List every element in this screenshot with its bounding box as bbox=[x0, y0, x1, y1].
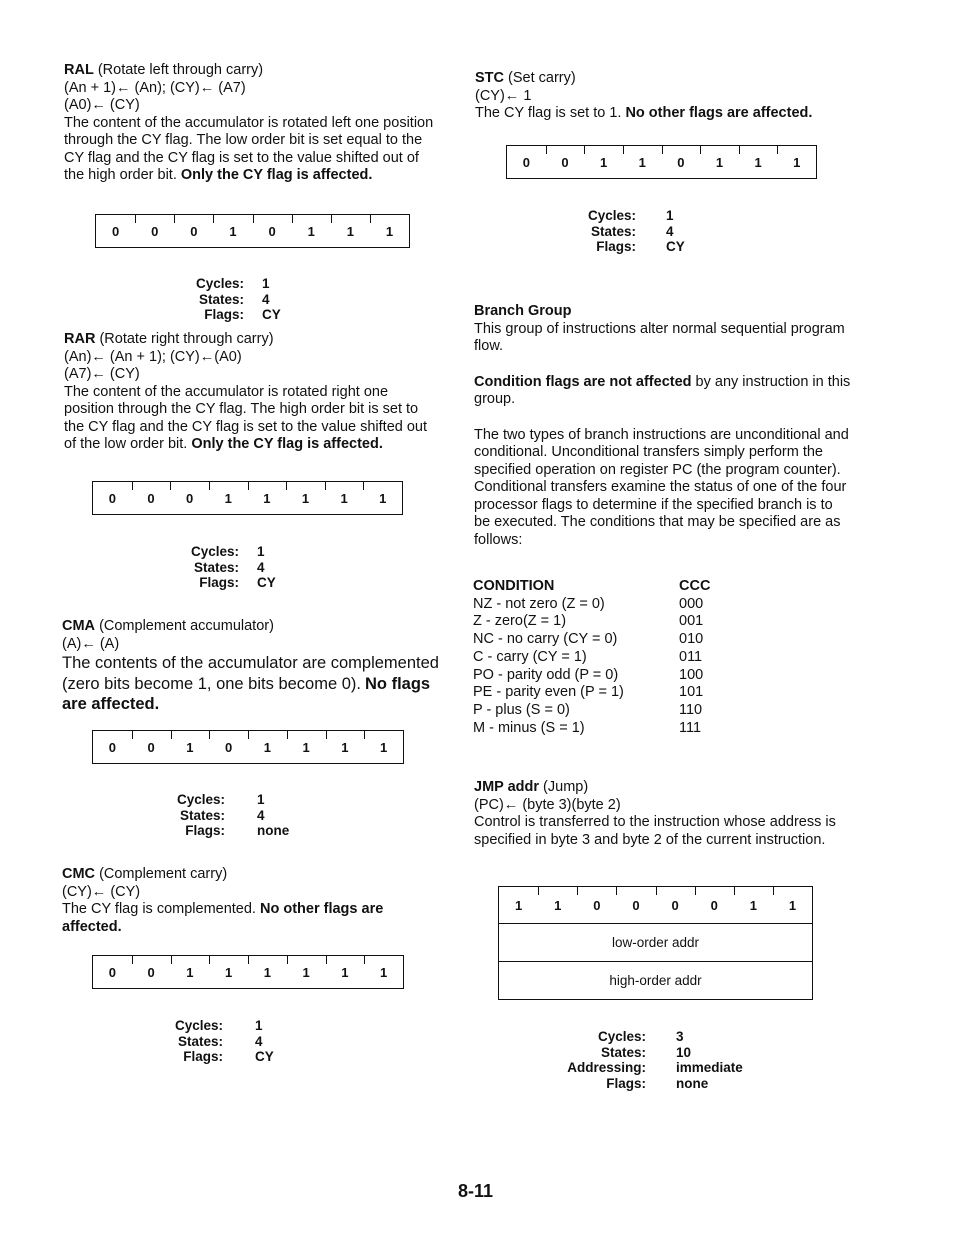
jmp-description: Control is transferred to the instruction whose address is specified in byte 3 and byte 2 of the current instruction. bbox=[474, 814, 836, 848]
bit: 1 bbox=[370, 215, 409, 247]
jmp-mnemonic: JMP addr bbox=[474, 779, 540, 795]
condition-table bbox=[473, 578, 853, 737]
jmp-stats: Cycles: 3 States: 10 Addressing: immediate Flags: none bbox=[567, 1029, 743, 1091]
bit: 0 bbox=[577, 887, 616, 923]
bit: 1 bbox=[326, 956, 365, 988]
rar-name: (Rotate right through carry) bbox=[99, 331, 274, 347]
bit: 0 bbox=[522, 154, 530, 170]
bit: 1 bbox=[209, 482, 248, 514]
bit: 1 bbox=[739, 146, 778, 178]
table-row: PE - parity even (P = 1) 101 bbox=[473, 684, 704, 701]
cma-flags-note: No flags are affected. bbox=[62, 674, 431, 713]
bit: 1 bbox=[248, 482, 287, 514]
branch-types-description: The two types of branch instructions are unconditional and conditional. Unconditional transfers simply perform the specified operation on register PC (the program counter). Conditional transfers examine the status of one of the four processor flags to determine if the specified branch is to be executed. The conditions that may be specified are as follows: bbox=[474, 426, 849, 548]
bit: 1 bbox=[209, 956, 248, 988]
bit: 1 bbox=[584, 146, 623, 178]
table-row: C - carry (CY = 1) 011 bbox=[473, 648, 703, 665]
bit: 1 bbox=[326, 731, 365, 763]
rar-section bbox=[64, 331, 440, 454]
page-number: 8-11 bbox=[458, 1181, 494, 1201]
bit: 0 bbox=[108, 964, 116, 980]
cmc-bit-pattern bbox=[92, 955, 404, 989]
jmp-low-order-addr: low-order addr bbox=[498, 924, 813, 962]
ral-description: The content of the accumulator is rotated left one position through the CY flag. The low order bit is set equal to the CY flag and the CY flag is set to the value shifted out of the high order bit. bbox=[64, 114, 434, 183]
cma-section bbox=[62, 618, 442, 715]
cmc-mnemonic: CMC bbox=[62, 866, 96, 882]
rar-mnemonic: RAR bbox=[64, 331, 96, 347]
ral-bit-pattern bbox=[95, 214, 410, 248]
rar-operation-1: (An)← (An + 1); (CY)←(A0) bbox=[64, 348, 242, 365]
bit: 1 bbox=[213, 215, 252, 247]
stc-stats: Cycles: 1 States: 4 Flags: CY bbox=[587, 208, 685, 254]
branch-condition-note: by any instruction in this group. bbox=[474, 373, 851, 407]
jmp-name: (Jump) bbox=[543, 779, 589, 795]
stc-name: (Set carry) bbox=[508, 70, 576, 86]
bit: 1 bbox=[287, 956, 326, 988]
bit: 1 bbox=[734, 887, 773, 923]
bit: 1 bbox=[171, 956, 210, 988]
bit: 1 bbox=[538, 887, 577, 923]
bit: 0 bbox=[656, 887, 695, 923]
cmc-name: (Complement carry) bbox=[99, 866, 228, 882]
bit: 1 bbox=[292, 215, 331, 247]
ral-operation-1: (An + 1)← (An); (CY)← (A7) bbox=[64, 79, 246, 96]
bit: 0 bbox=[135, 215, 174, 247]
stc-operation: (CY)← 1 bbox=[475, 87, 532, 104]
cma-bit-pattern bbox=[92, 730, 404, 764]
branch-group-section bbox=[474, 303, 852, 549]
stc-description: The CY flag is set to 1. bbox=[475, 105, 622, 121]
bit: 0 bbox=[111, 223, 120, 239]
condition-table-header: CONDITION CCC bbox=[473, 578, 711, 594]
bit: 1 bbox=[325, 482, 364, 514]
bit: 0 bbox=[209, 731, 248, 763]
cmc-operation: (CY)← (CY) bbox=[62, 883, 141, 900]
cma-name: (Complement accumulator) bbox=[99, 618, 274, 634]
branch-condition-note-bold: Condition flags are not affected bbox=[474, 373, 692, 390]
bit: 0 bbox=[616, 887, 655, 923]
bit: 1 bbox=[623, 146, 662, 178]
table-row: Z - zero(Z = 1) 001 bbox=[473, 613, 704, 630]
ral-operation-2: (A0)← (CY) bbox=[64, 97, 140, 113]
branch-group-intro: This group of instructions alter normal sequential program flow. bbox=[474, 320, 845, 354]
bit: 0 bbox=[132, 731, 171, 763]
table-row: NC - no carry (CY = 0) 010 bbox=[473, 631, 704, 648]
jmp-bit-pattern bbox=[498, 886, 813, 924]
cmc-description: The CY flag is complemented. bbox=[62, 901, 256, 917]
jmp-section bbox=[474, 779, 852, 849]
jmp-high-order-addr: high-order addr bbox=[498, 962, 813, 1000]
cmc-section bbox=[62, 866, 440, 936]
bit: 1 bbox=[773, 887, 812, 923]
bit: 1 bbox=[364, 731, 403, 763]
bit: 1 bbox=[248, 731, 287, 763]
jmp-operation: (PC)← (byte 3)(byte 2) bbox=[474, 796, 621, 813]
rar-bit-pattern bbox=[92, 481, 403, 515]
rar-flags-note: Only the CY flag is affected. bbox=[191, 436, 383, 452]
bit: 0 bbox=[108, 490, 116, 506]
bit: 1 bbox=[286, 482, 325, 514]
bit: 1 bbox=[287, 731, 326, 763]
bit: 1 bbox=[248, 956, 287, 988]
stc-section bbox=[475, 70, 865, 123]
rar-stats: Cycles: 1 States: 4 Flags: CY bbox=[190, 544, 276, 590]
bit: 0 bbox=[132, 956, 171, 988]
bit: 1 bbox=[364, 956, 403, 988]
bit: 0 bbox=[253, 215, 292, 247]
bit: 0 bbox=[546, 146, 585, 178]
cmc-stats: Cycles: 1 States: 4 Flags: CY bbox=[174, 1018, 274, 1064]
bit: 1 bbox=[700, 146, 739, 178]
stc-bit-pattern bbox=[506, 145, 817, 179]
rar-description: The content of the accumulator is rotated right one position through the CY flag. The high order bit is set to the CY flag and the CY flag is set to the value shifted out of the low order bit. bbox=[64, 383, 428, 452]
table-row: NZ - not zero (Z = 0) 000 bbox=[473, 595, 704, 612]
bit: 0 bbox=[108, 739, 116, 755]
ral-name: (Rotate left through carry) bbox=[97, 62, 264, 78]
cma-mnemonic: CMA bbox=[62, 618, 96, 634]
stc-mnemonic: STC bbox=[475, 70, 504, 86]
table-row: PO - parity odd (P = 0) 100 bbox=[473, 666, 704, 683]
cma-stats: Cycles: 1 States: 4 Flags: none bbox=[176, 792, 290, 838]
bit: 0 bbox=[662, 146, 701, 178]
rar-operation-2: (A7)← (CY) bbox=[64, 366, 140, 382]
bit: 0 bbox=[695, 887, 734, 923]
bit: 1 bbox=[777, 146, 816, 178]
ral-mnemonic: RAL bbox=[64, 62, 94, 78]
ral-flags-note: Only the CY flag is affected. bbox=[180, 167, 373, 183]
bit: 0 bbox=[170, 482, 209, 514]
ral-section bbox=[64, 62, 440, 185]
bit: 1 bbox=[363, 482, 402, 514]
bit: 1 bbox=[171, 731, 210, 763]
ral-stats: Cycles: 1 States: 4 Flags: CY bbox=[195, 276, 281, 322]
cmc-flags-note: No other flags are affected. bbox=[62, 901, 384, 935]
branch-group-title: Branch Group bbox=[474, 303, 572, 319]
bit: 1 bbox=[331, 215, 370, 247]
bit: 0 bbox=[132, 482, 171, 514]
cma-operation: (A)← (A) bbox=[62, 635, 120, 652]
bit: 0 bbox=[174, 215, 213, 247]
bit: 1 bbox=[514, 897, 523, 913]
table-row: P - plus (S = 0) 110 bbox=[473, 701, 703, 718]
cma-description: The contents of the accumulator are complemented (zero bits become 1, one bits become 0). bbox=[62, 654, 439, 693]
table-row: M - minus (S = 1) 111 bbox=[473, 719, 702, 736]
stc-flags-note: No other flags are affected. bbox=[625, 105, 813, 121]
